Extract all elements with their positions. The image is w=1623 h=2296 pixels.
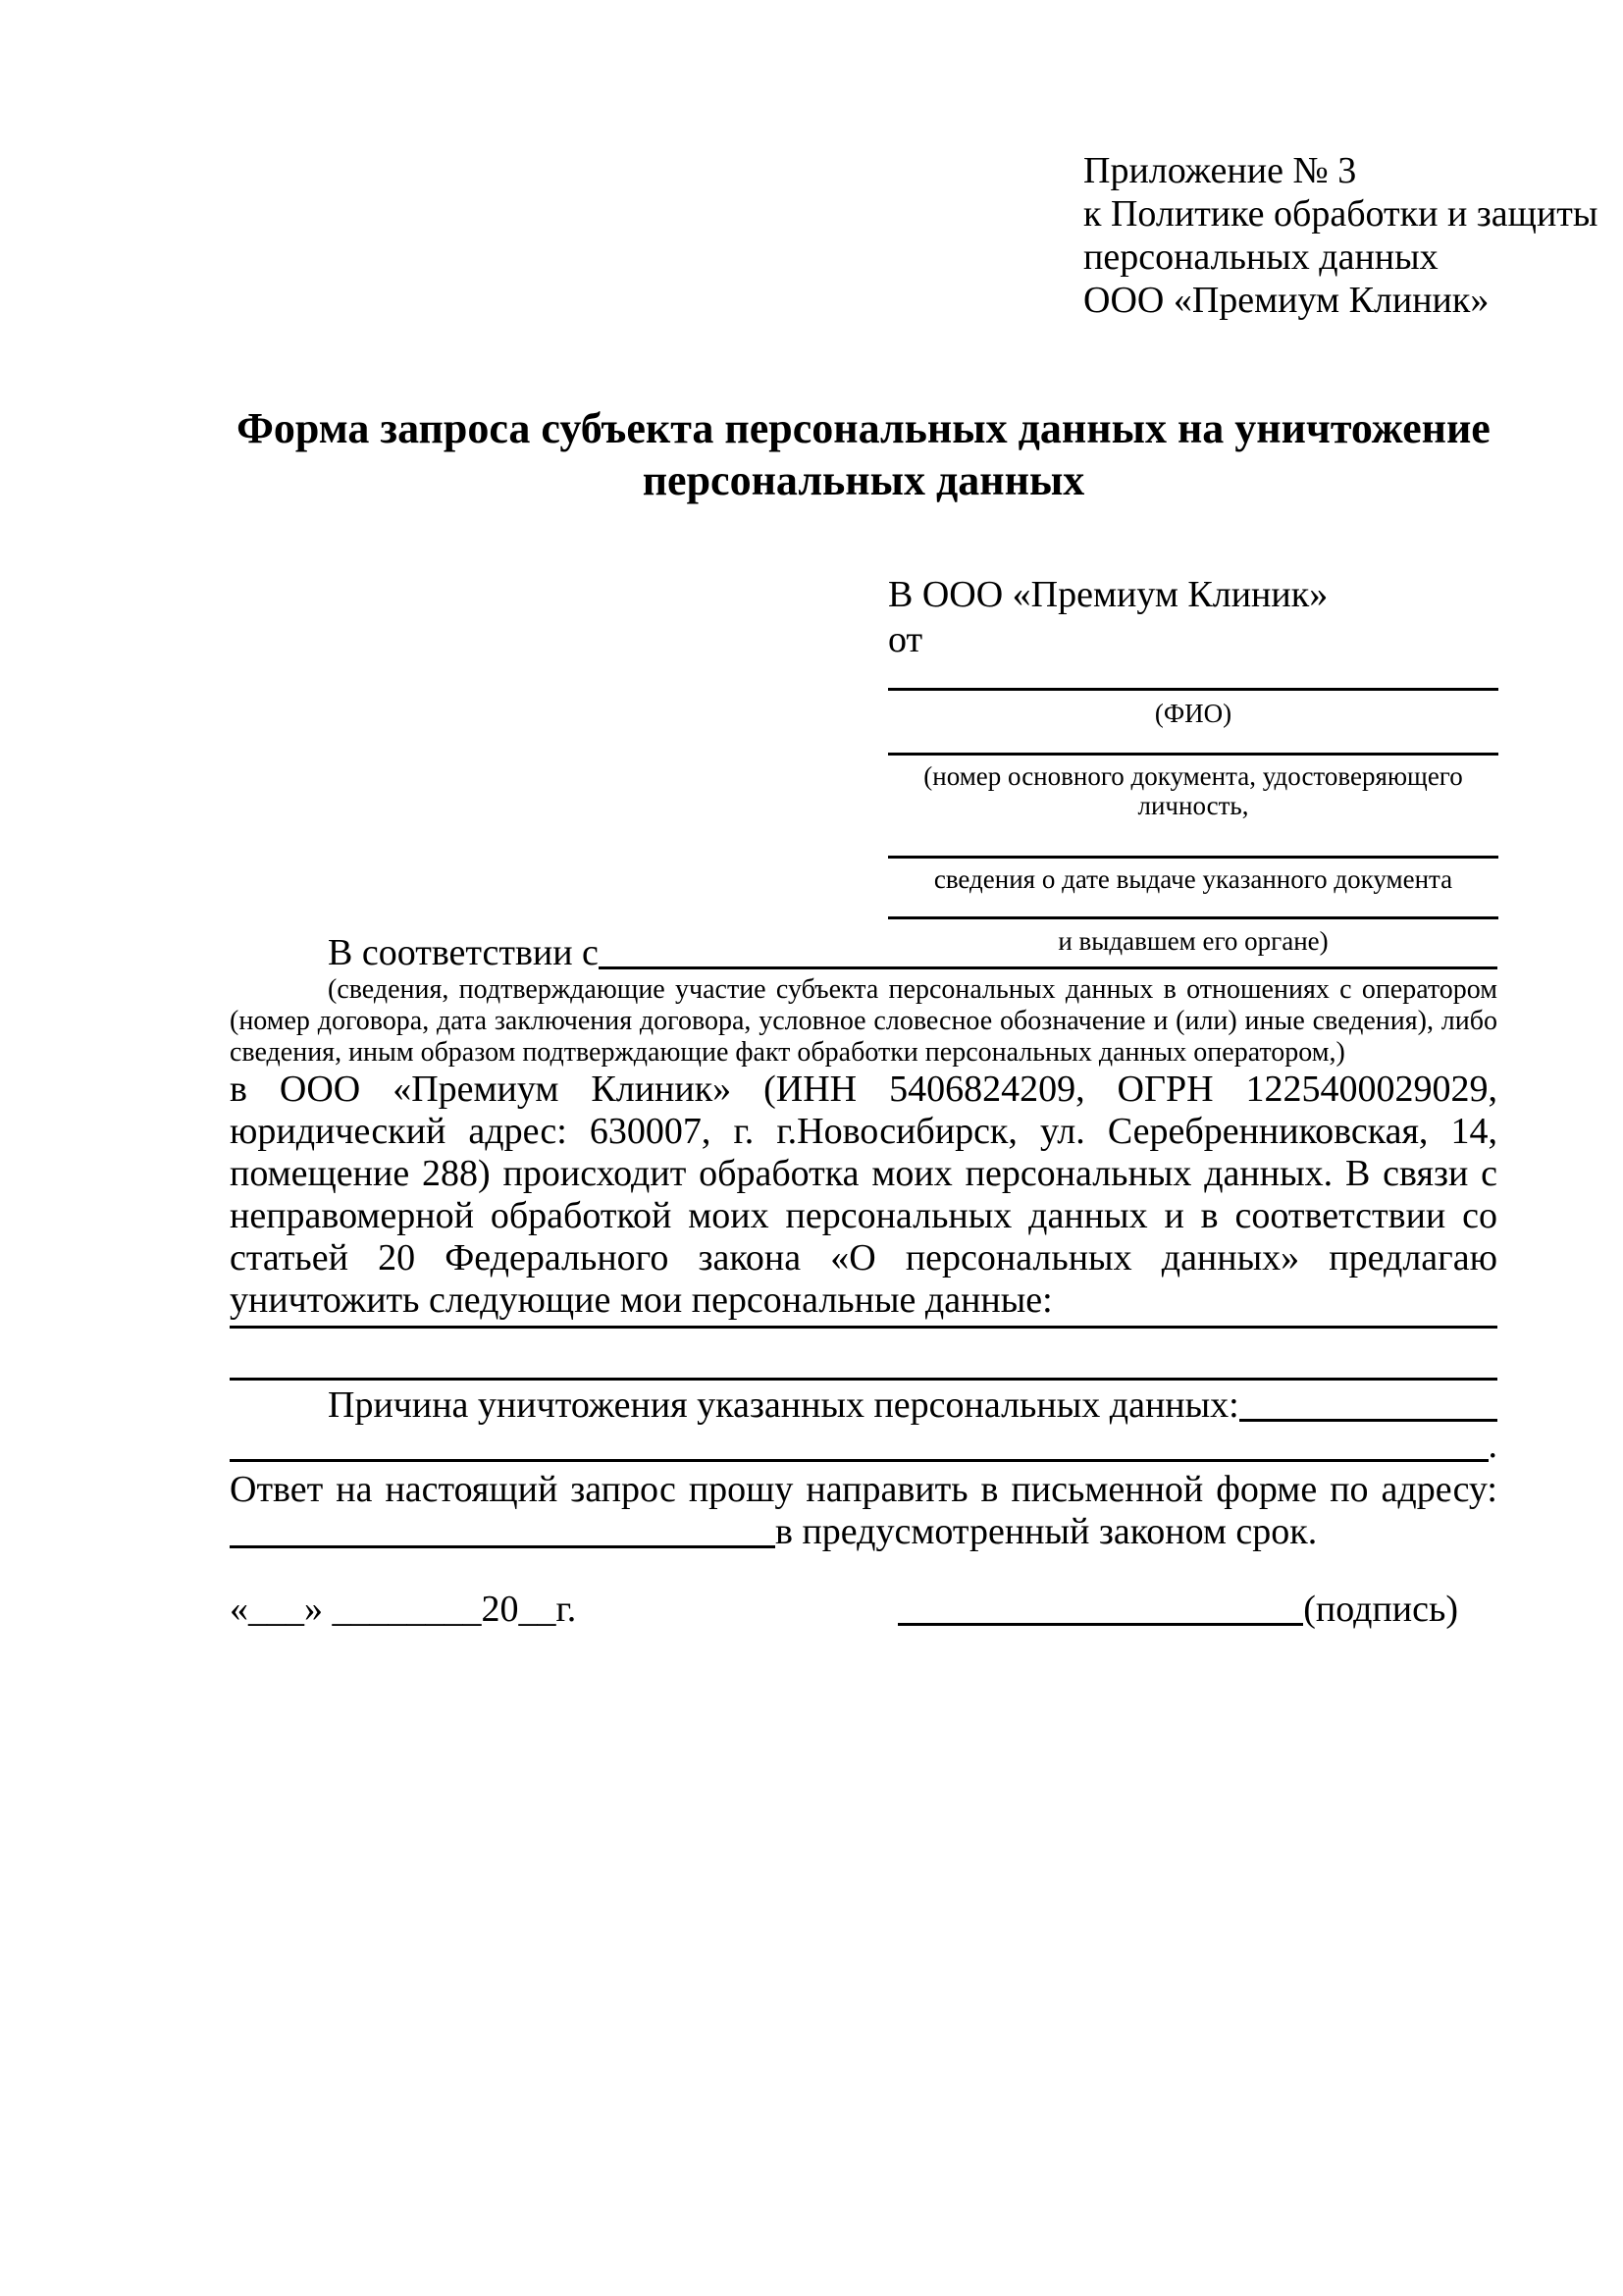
fio-caption: (ФИО) (1154, 699, 1232, 728)
issue-date-caption: сведения о дате выдаче указанного документа (933, 864, 1453, 894)
reason-label: Причина уничтожения указанных персональных данных: (328, 1384, 1239, 1426)
appendix-header-line: ООО «Премиум Клиник» (1083, 280, 1490, 321)
issue-date-write-line (888, 856, 1498, 859)
issuing-authority-caption: и выдавшем его органе) (1058, 926, 1329, 956)
accordance-row (230, 932, 1497, 974)
document-number-write-line (888, 753, 1498, 756)
addressee-from-label: от (888, 619, 923, 660)
response-request: Ответ на настоящий запрос прошу направить в письменной форме по адресу: (230, 1469, 1497, 1510)
appendix-header-line: персональных данных (1083, 236, 1439, 278)
appendix-header (1083, 149, 1597, 322)
reason-row (230, 1384, 1497, 1427)
fio-write-line (888, 688, 1498, 691)
signature-write-line (898, 1623, 1303, 1626)
issuing-authority-write-line (888, 916, 1498, 919)
addressee-block (888, 572, 1498, 956)
accordance-write-line (599, 966, 1497, 969)
appendix-header-line: к Политике обработки и защиты (1083, 193, 1598, 235)
accordance-prefix: В соответствии с (328, 932, 599, 973)
address-write-line (230, 1545, 775, 1548)
addressee-to: В ООО «Премиум Клиник» (888, 574, 1329, 615)
page-title: Форма запроса субъекта персональных данных на уничтожение персональных данных (236, 404, 1491, 504)
signature-caption: (подпись) (1303, 1589, 1458, 1630)
response-address-row (230, 1511, 1497, 1553)
signature-group (898, 1589, 1458, 1631)
line-terminator: . (1488, 1425, 1497, 1466)
date-line: «___» ________20__г. (230, 1589, 577, 1630)
main-paragraph: в ООО «Премиум Клиник» (ИНН 5406824209, ОГРН 1225400029029, юридический адрес: 630007, г. г.Новосибирск, ул. Серебренниковская, 14, помещение 288) происходит обработка моих персональных данных. В связи с неправомерной обработкой моих персональных данных и в соответствии со статьей 20 Федерального закона «О персональных данных» предлагаю уничтожить следующие мои персональные данные: (230, 1069, 1497, 1321)
reason-write-line (1239, 1419, 1497, 1422)
appendix-header-line: Приложение № 3 (1083, 150, 1357, 191)
date-signature-row (230, 1589, 1497, 1631)
document-number-caption: (номер основного документа, удостоверяющего личность, (923, 761, 1463, 820)
reason-write-line-2 (230, 1459, 1489, 1462)
reason-continuation-row (230, 1425, 1497, 1467)
personal-data-write-line (230, 1378, 1497, 1381)
body-block (230, 932, 1497, 1631)
personal-data-write-line (230, 1326, 1497, 1329)
accordance-fine-print: (сведения, подтверждающие участие субъекта персональных данных в отношениях с оператором (номер договора, дата заключения договора, условное словесное обозначение и (или) иные сведения), либо сведения, иным образом подтверждающие факт обработки персональных данных оператором,) (230, 974, 1497, 1068)
response-suffix: в предусмотренный законом срок. (775, 1511, 1318, 1552)
